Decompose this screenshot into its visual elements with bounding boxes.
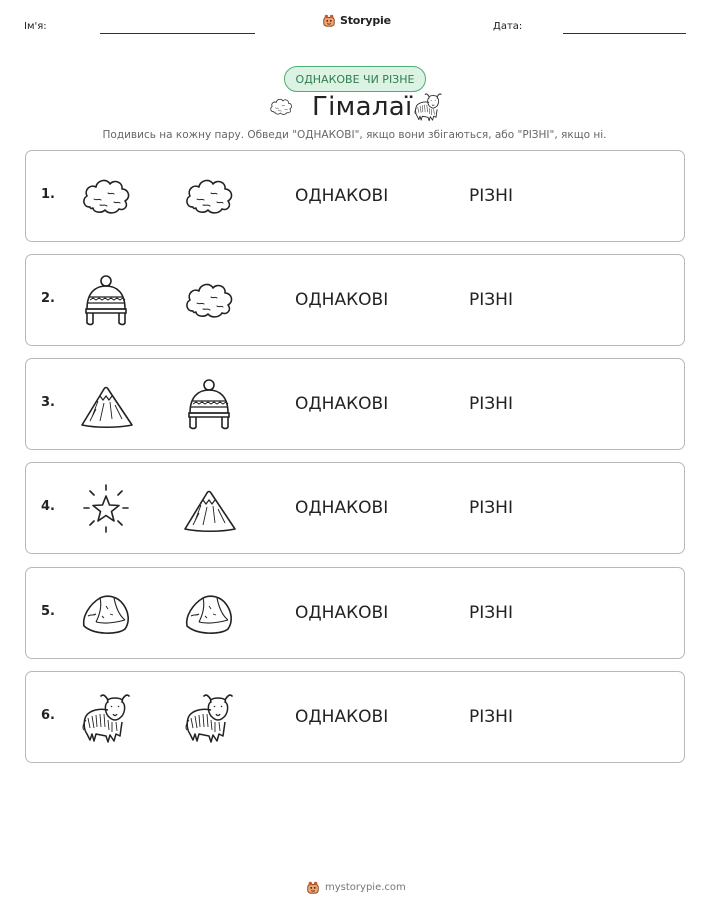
row-number: 1. — [41, 187, 55, 202]
exercise-row — [25, 671, 685, 763]
brand — [322, 13, 391, 27]
mountain-icon — [78, 377, 134, 433]
storypie-logo-icon — [306, 880, 320, 894]
different-option[interactable]: РІЗНІ — [469, 498, 513, 518]
same-option[interactable]: ОДНАКОВІ — [295, 186, 389, 206]
cloud-icon — [78, 169, 134, 225]
exercise-row — [25, 150, 685, 242]
yak-icon — [181, 690, 237, 746]
row-number: 3. — [41, 395, 55, 410]
different-option[interactable]: РІЗНІ — [469, 290, 513, 310]
exercise-row — [25, 567, 685, 659]
name-field-line[interactable] — [100, 33, 255, 34]
title-row — [0, 91, 709, 127]
different-option[interactable]: РІЗНІ — [469, 603, 513, 623]
hat-icon — [181, 377, 237, 433]
row-number: 5. — [41, 604, 55, 619]
worksheet-header — [0, 0, 709, 50]
row-number: 4. — [41, 499, 55, 514]
same-option[interactable]: ОДНАКОВІ — [295, 394, 389, 414]
yak-icon — [78, 690, 134, 746]
storypie-logo-icon — [322, 13, 336, 27]
page-title: Гімалаї — [312, 92, 413, 122]
same-option[interactable]: ОДНАКОВІ — [295, 498, 389, 518]
footer — [306, 880, 406, 894]
same-option[interactable]: ОДНАКОВІ — [295, 603, 389, 623]
exercise-row — [25, 462, 685, 554]
same-option[interactable]: ОДНАКОВІ — [295, 290, 389, 310]
worksheet-type-badge: ОДНАКОВЕ ЧИ РІЗНЕ — [284, 66, 426, 92]
date-label: Дата: — [493, 21, 523, 32]
cloud-icon — [181, 169, 237, 225]
cloud-icon — [266, 94, 296, 120]
different-option[interactable]: РІЗНІ — [469, 394, 513, 414]
row-number: 2. — [41, 291, 55, 306]
same-option[interactable]: ОДНАКОВІ — [295, 707, 389, 727]
rock-icon — [78, 586, 134, 642]
cloud-icon — [181, 273, 237, 329]
mountain-icon — [181, 481, 237, 537]
rock-icon — [181, 586, 237, 642]
exercise-row — [25, 358, 685, 450]
yak-icon — [411, 91, 445, 123]
name-label: Ім'я: — [24, 21, 47, 32]
exercise-row — [25, 254, 685, 346]
date-field-line[interactable] — [563, 33, 686, 34]
instructions: Подивись на кожну пару. Обведи "ОДНАКОВІ", якщо вони збігаються, або "РІЗНІ", якщо ні. — [102, 129, 607, 141]
hat-icon — [78, 273, 134, 329]
different-option[interactable]: РІЗНІ — [469, 186, 513, 206]
star-icon — [78, 481, 134, 537]
footer-website[interactable]: mystorypie.com — [325, 881, 406, 893]
brand-name: Storypie — [340, 13, 391, 27]
row-number: 6. — [41, 708, 55, 723]
different-option[interactable]: РІЗНІ — [469, 707, 513, 727]
